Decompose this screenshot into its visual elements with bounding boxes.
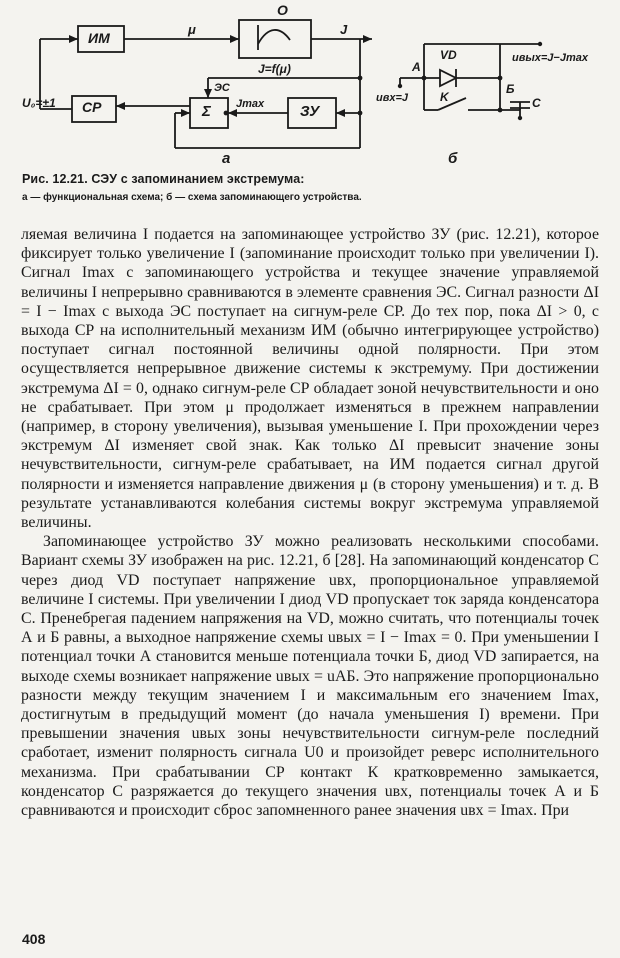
zu-label: ЗУ	[300, 103, 320, 120]
figure-subcaption: а — функциональная схема; б — схема запоминающего устройства.	[22, 192, 362, 203]
capacitor-c-label: С	[532, 96, 541, 110]
jfunc-label: J=f(μ)	[258, 62, 291, 76]
page-number: 408	[22, 931, 46, 947]
point-b-label: Б	[506, 82, 515, 96]
sigma-label: Σ	[202, 103, 211, 120]
arrow-j-out	[363, 35, 372, 43]
block-diagram	[0, 0, 620, 170]
uvyx-label: uвых=J−Jmax	[512, 52, 588, 64]
arrow-to-cp	[116, 102, 125, 110]
mu-label: μ	[188, 22, 196, 37]
arrow-to-sigma-left	[181, 109, 190, 117]
body-text	[21, 225, 599, 820]
vd-label: VD	[440, 48, 457, 62]
figure-12-21	[0, 0, 620, 170]
j-label: J	[340, 22, 348, 37]
cp-label: СР	[82, 99, 102, 115]
diagram-b-label: б	[448, 150, 458, 167]
figure-caption: Рис. 12.21. СЭУ с запоминанием экстремума:	[22, 172, 305, 186]
arrow-to-object	[230, 35, 239, 43]
diagram-a-label: а	[222, 150, 231, 167]
object-curve	[258, 30, 290, 44]
jmax-label: Jmax	[236, 98, 265, 110]
es-label: ЭС	[214, 82, 230, 94]
im-label: ИМ	[88, 30, 110, 46]
arrow-to-im	[69, 35, 78, 43]
uvx-label: uвх=J	[376, 92, 409, 104]
arrow-to-sigma-top	[204, 89, 212, 98]
switch-k-label: K	[440, 90, 449, 104]
object-label: О	[277, 2, 288, 18]
arrow-jmax	[228, 109, 237, 117]
u0-label: U₀=±1	[22, 96, 56, 110]
paragraph-1: ляемая величина I подается на запоминающее устройство ЗУ (рис. 12.21), которое фиксирует только увеличение I (запоминание происходит только при увеличении I). Сигнал Imax с запоминающего устройства и текущее значение управляемой величины I непрерывно сравниваются в элементе сравнения ЭС. Сигнал разности ΔI = I − Imax с выхода ЭС поступает на сигнум-реле СР. До тех пор, пока ΔI > 0, с выхода СР на исполнительный механизм ИМ (обычно интегрирующее устройство) поступает сигнал постоянной величины одной полярности. При этом осуществляется непрерывное движение системы к экстремуму. При достижении экстремума ΔI = 0, однако сигнум-реле СР обладает зоной нечувствительности и оно не срабатывает. При этом μ продолжает изменяться в прежнем направлении (например, в сторону увеличения), вызывая уменьшение I. При прохождении через экстремум ΔI изменяет свой знак. Как только ΔI превысит значение зоны нечувствительности, сигнум-реле срабатывает, на ИМ подается сигнал другой полярности и изменяется направление движения μ (в сторону уменьшения) и т. д. В результате устанавливаются колебания системы вокруг экстремума управляемой величины.	[21, 226, 599, 532]
diode-vd	[440, 70, 456, 86]
point-a-label: A	[412, 60, 421, 74]
arrow-to-zu	[336, 109, 345, 117]
object-block	[239, 20, 311, 58]
paragraph-2: Запоминающее устройство ЗУ можно реализовать несколькими способами. Вариант схемы ЗУ изображен на рис. 12.21, б [28]. На запоминающий конденсатор С через диод VD поступает напряжение uвх, пропорциональное управляемой величине I системы. При увеличении I диод VD пропускает ток заряда конденсатора С. Пренебрегая падением напряжения на VD, можно считать, что потенциалы точек А и Б равны, а выходное напряжение схемы uвых = I − Imax = 0. При уменьшении I потенциал точки А становится меньше потенциала точки Б, диод VD запирается, на выходе схемы возникает напряжение uвых = uАБ. Это напряжение пропорционально разности между текущим значением I и максимальным его значением Imax, достигнутым в предыдущий момент (до начала уменьшения I) времени. При превышении значения uвых зоны нечувствительности сигнум-реле последний сработает, изменит полярность сигнала U0 и произойдет реверс исполнительного механизма. При срабатывании СР контакт К кратковременно замыкается, конденсатор С разряжается до текущего значения uвх, потенциалы точек А и Б сравниваются и происходит сброс запомненного ранее значения uвх = Imax. При	[21, 533, 599, 820]
